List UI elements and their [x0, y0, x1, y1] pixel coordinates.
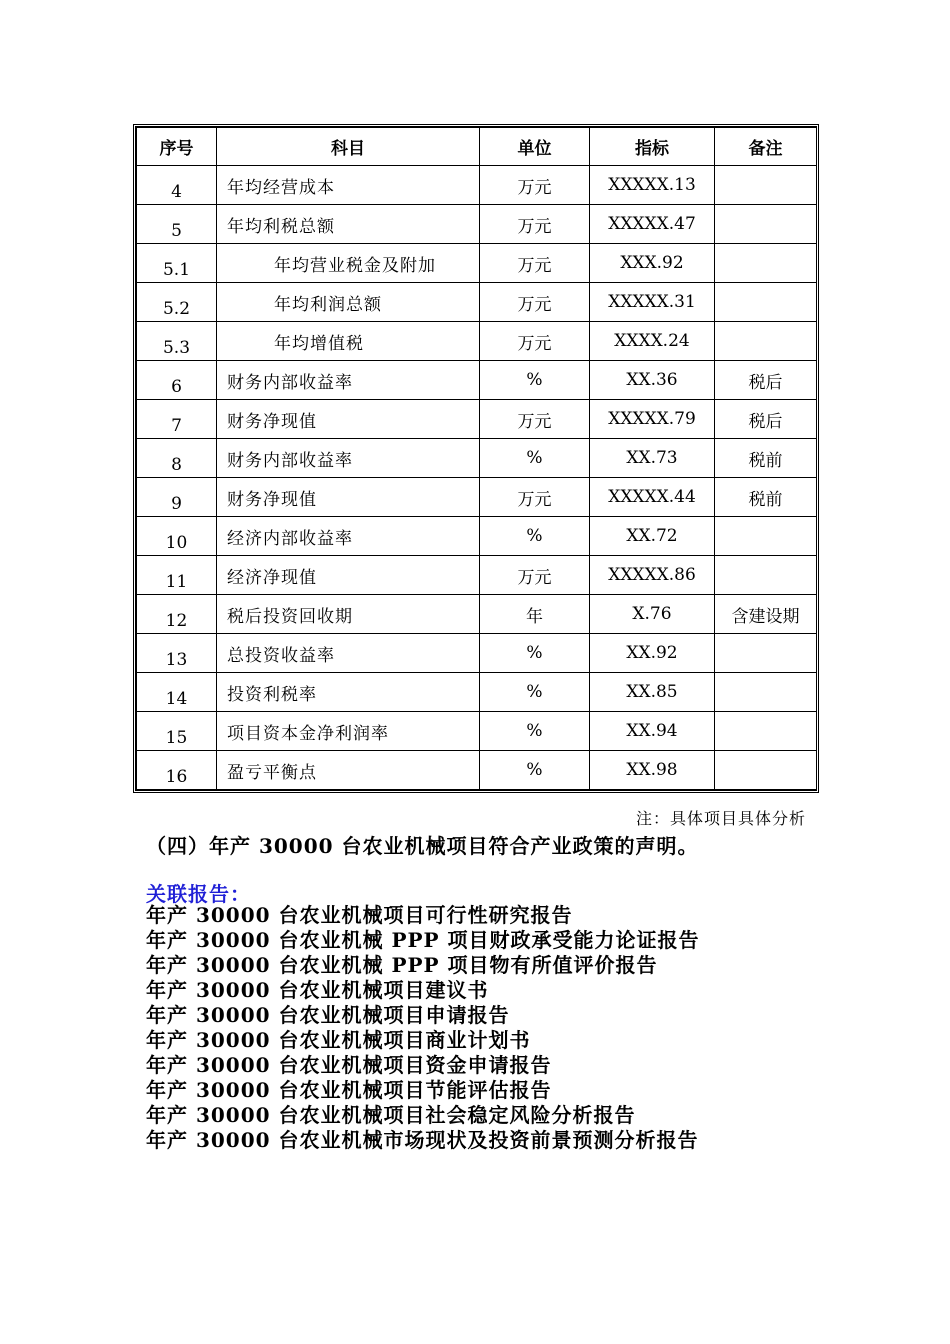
cell-unit: % [480, 712, 590, 751]
related-report-item: 年产 30000 台农业机械项目节能评估报告 [146, 1078, 552, 1102]
cell-remark: 税后 [715, 361, 817, 400]
table-row [137, 166, 817, 205]
related-report-item: 年产 30000 台农业机械项目商业计划书 [146, 1028, 531, 1052]
cell-indicator: XXXXX.13 [590, 166, 715, 205]
cell-serial: 11 [137, 556, 217, 595]
related-report-item: 年产 30000 台农业机械市场现状及投资前景预测分析报告 [146, 1128, 699, 1152]
cell-remark [715, 673, 817, 712]
cell-unit: 万元 [480, 283, 590, 322]
table-row [137, 244, 817, 283]
cell-serial: 15 [137, 712, 217, 751]
related-report-item: 年产 30000 台农业机械 PPP 项目物有所值评价报告 [146, 953, 658, 977]
cell-indicator: XXXXX.86 [590, 556, 715, 595]
cell-unit: 万元 [480, 478, 590, 517]
cell-serial: 12 [137, 595, 217, 634]
header-item: 科目 [217, 128, 480, 166]
cell-unit: % [480, 634, 590, 673]
header-unit: 单位 [480, 128, 590, 166]
table-row [137, 205, 817, 244]
related-reports-list [146, 903, 700, 1153]
table-row [137, 517, 817, 556]
table-body [137, 166, 817, 790]
table-row [137, 283, 817, 322]
cell-unit: % [480, 673, 590, 712]
cell-item: 年均经营成本 [217, 166, 480, 205]
table-footnote: 注：具体项目具体分析 [635, 809, 806, 828]
cell-indicator: XX.36 [590, 361, 715, 400]
table-row [137, 712, 817, 751]
cell-unit: 万元 [480, 244, 590, 283]
cell-unit: 万元 [480, 400, 590, 439]
cell-remark [715, 205, 817, 244]
cell-item: 年均利税总额 [217, 205, 480, 244]
related-report-item: 年产 30000 台农业机械 PPP 项目财政承受能力论证报告 [146, 928, 700, 952]
cell-serial: 5.1 [137, 244, 217, 283]
table-row [137, 595, 817, 634]
cell-unit: 万元 [480, 322, 590, 361]
cell-serial: 6 [137, 361, 217, 400]
table-row [137, 556, 817, 595]
cell-serial: 5.2 [137, 283, 217, 322]
cell-item: 经济净现值 [217, 556, 480, 595]
indicator-table [136, 127, 817, 790]
cell-item: 财务净现值 [217, 400, 480, 439]
cell-remark: 税后 [715, 400, 817, 439]
cell-serial: 8 [137, 439, 217, 478]
related-report-item: 年产 30000 台农业机械项目建议书 [146, 978, 489, 1002]
cell-serial: 7 [137, 400, 217, 439]
table-row [137, 439, 817, 478]
related-reports-title: 关联报告： [146, 882, 251, 906]
cell-indicator: XXXXX.31 [590, 283, 715, 322]
cell-unit: 万元 [480, 556, 590, 595]
indicator-table-frame [133, 124, 819, 793]
cell-remark: 税前 [715, 439, 817, 478]
table-row [137, 673, 817, 712]
cell-serial: 13 [137, 634, 217, 673]
table-row [137, 361, 817, 400]
cell-remark [715, 322, 817, 361]
cell-remark [715, 751, 817, 790]
cell-item: 财务内部收益率 [217, 439, 480, 478]
cell-item: 年均营业税金及附加 [217, 244, 480, 283]
cell-item: 财务内部收益率 [217, 361, 480, 400]
cell-indicator: XXXXX.47 [590, 205, 715, 244]
cell-indicator: XXX.92 [590, 244, 715, 283]
cell-item: 总投资收益率 [217, 634, 480, 673]
cell-item: 税后投资回收期 [217, 595, 480, 634]
cell-item: 年均利润总额 [217, 283, 480, 322]
cell-indicator: XX.72 [590, 517, 715, 556]
related-report-item: 年产 30000 台农业机械项目可行性研究报告 [146, 903, 573, 927]
cell-item: 项目资本金净利润率 [217, 712, 480, 751]
cell-unit: % [480, 361, 590, 400]
cell-serial: 14 [137, 673, 217, 712]
cell-remark [715, 556, 817, 595]
cell-unit: % [480, 439, 590, 478]
cell-unit: % [480, 517, 590, 556]
cell-remark [715, 634, 817, 673]
table-header-row [137, 128, 817, 166]
cell-item: 投资利税率 [217, 673, 480, 712]
cell-serial: 9 [137, 478, 217, 517]
cell-indicator: XX.94 [590, 712, 715, 751]
cell-item: 年均增值税 [217, 322, 480, 361]
cell-serial: 5 [137, 205, 217, 244]
cell-unit: 万元 [480, 166, 590, 205]
cell-indicator: XXXX.24 [590, 322, 715, 361]
header-indicator: 指标 [590, 128, 715, 166]
cell-indicator: XXXXX.79 [590, 400, 715, 439]
table-row [137, 478, 817, 517]
cell-indicator: XX.85 [590, 673, 715, 712]
cell-remark: 税前 [715, 478, 817, 517]
table-row [137, 400, 817, 439]
cell-remark [715, 166, 817, 205]
cell-remark [715, 283, 817, 322]
cell-remark [715, 244, 817, 283]
cell-item: 经济内部收益率 [217, 517, 480, 556]
header-remark: 备注 [715, 128, 817, 166]
cell-remark [715, 712, 817, 751]
cell-serial: 5.3 [137, 322, 217, 361]
table-row [137, 751, 817, 790]
cell-indicator: XX.92 [590, 634, 715, 673]
cell-indicator: X.76 [590, 595, 715, 634]
cell-indicator: XX.73 [590, 439, 715, 478]
related-report-item: 年产 30000 台农业机械项目资金申请报告 [146, 1053, 552, 1077]
cell-serial: 4 [137, 166, 217, 205]
cell-indicator: XXXXX.44 [590, 478, 715, 517]
table-row [137, 634, 817, 673]
cell-remark: 含建设期 [715, 595, 817, 634]
cell-serial: 16 [137, 751, 217, 790]
cell-unit: % [480, 751, 590, 790]
related-report-item: 年产 30000 台农业机械项目申请报告 [146, 1003, 510, 1027]
section-heading: （四）年产 30000 台农业机械项目符合产业政策的声明。 [146, 834, 699, 858]
cell-item: 盈亏平衡点 [217, 751, 480, 790]
related-report-item: 年产 30000 台农业机械项目社会稳定风险分析报告 [146, 1103, 636, 1127]
cell-serial: 10 [137, 517, 217, 556]
table-row [137, 322, 817, 361]
cell-unit: 万元 [480, 205, 590, 244]
cell-unit: 年 [480, 595, 590, 634]
cell-item: 财务净现值 [217, 478, 480, 517]
cell-remark [715, 517, 817, 556]
cell-indicator: XX.98 [590, 751, 715, 790]
header-serial: 序号 [137, 128, 217, 166]
